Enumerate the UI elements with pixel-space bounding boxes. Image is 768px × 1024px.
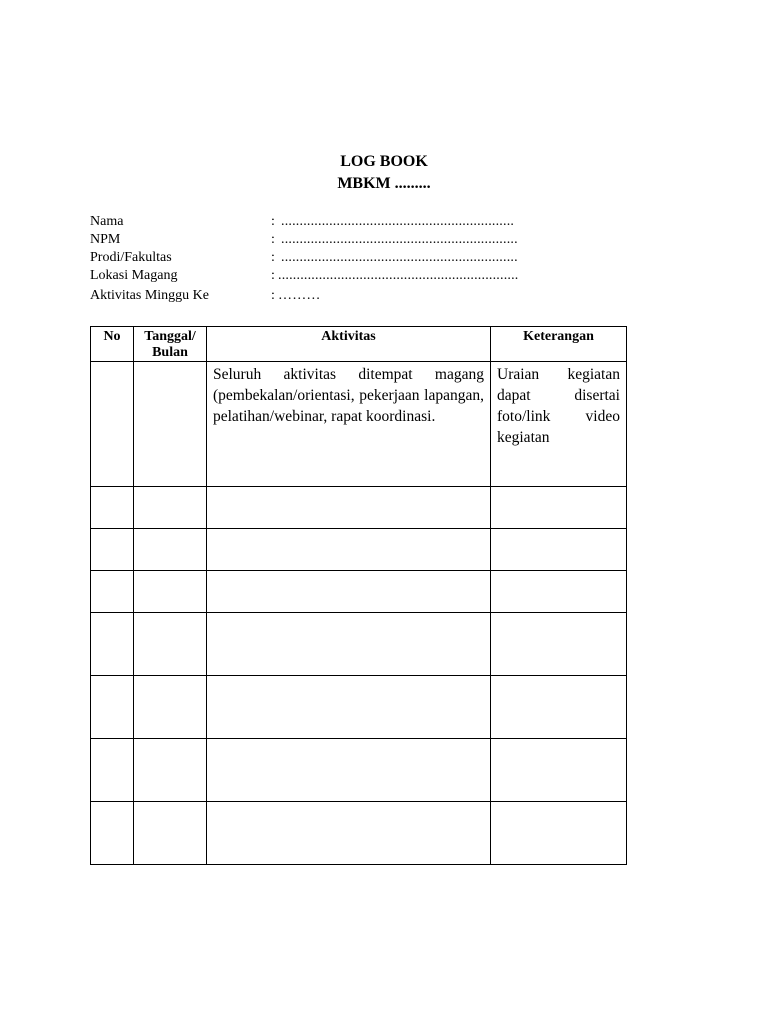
keterangan-example-text: Uraian kegiatan dapat disertai foto/link video kegiatan	[497, 366, 620, 446]
cell-no	[91, 613, 134, 676]
cell-no	[91, 362, 134, 487]
info-value-blank: .................................................................	[278, 268, 519, 283]
document-subtitle: MBKM .........	[337, 175, 431, 192]
info-label: NPM	[90, 232, 121, 247]
cell-no	[91, 802, 134, 865]
cell-tanggal	[134, 613, 207, 676]
cell-aktivitas	[207, 802, 491, 865]
cell-no	[91, 676, 134, 739]
aktivitas-example-text: Seluruh aktivitas ditempat magang (pembekalan/orientasi, pekerjaan lapangan, pelatihan/webinar, rapat koordinasi.	[213, 366, 484, 425]
cell-tanggal	[134, 362, 207, 487]
cell-keterangan	[491, 487, 627, 529]
table-row	[91, 571, 627, 613]
cell-no	[91, 529, 134, 571]
info-label: Nama	[90, 214, 124, 229]
cell-no	[91, 487, 134, 529]
cell-no	[91, 571, 134, 613]
cell-aktivitas	[207, 613, 491, 676]
cell-keterangan	[491, 739, 627, 802]
cell-aktivitas	[207, 529, 491, 571]
table-header-row	[91, 327, 627, 362]
info-separator: :	[271, 268, 275, 283]
info-separator: :	[271, 250, 275, 265]
info-separator: :	[271, 232, 275, 247]
cell-aktivitas	[207, 676, 491, 739]
cell-aktivitas	[207, 487, 491, 529]
cell-keterangan	[491, 676, 627, 739]
column-header-no: No	[91, 327, 134, 362]
info-label: Lokasi Magang	[90, 268, 178, 283]
cell-keterangan	[491, 529, 627, 571]
cell-tanggal	[134, 739, 207, 802]
cell-keterangan	[491, 571, 627, 613]
info-label: Prodi/Fakultas	[90, 250, 172, 265]
table-row	[91, 739, 627, 802]
document-title: LOG BOOK	[340, 153, 428, 170]
cell-tanggal	[134, 802, 207, 865]
cell-tanggal	[134, 571, 207, 613]
cell-tanggal	[134, 487, 207, 529]
cell-tanggal	[134, 676, 207, 739]
info-separator: :	[271, 288, 275, 303]
info-value-blank: ………	[278, 288, 321, 303]
info-separator: :	[271, 214, 275, 229]
cell-aktivitas	[207, 571, 491, 613]
column-header-aktivitas: Aktivitas	[207, 327, 491, 362]
table-row	[91, 613, 627, 676]
column-header-tanggal-bulan: Tanggal/ Bulan	[134, 327, 207, 362]
table-row	[91, 362, 627, 487]
table-row	[91, 676, 627, 739]
table-row	[91, 487, 627, 529]
info-value-blank: ................................................................	[281, 232, 518, 247]
info-value-blank: ................................................................	[281, 250, 518, 265]
logbook-table	[90, 326, 627, 865]
cell-keterangan	[491, 802, 627, 865]
cell-tanggal	[134, 529, 207, 571]
column-header-keterangan: Keterangan	[491, 327, 627, 362]
cell-no	[91, 739, 134, 802]
info-label: Aktivitas Minggu Ke	[90, 288, 209, 303]
cell-keterangan	[491, 613, 627, 676]
cell-aktivitas	[207, 362, 491, 487]
cell-aktivitas	[207, 739, 491, 802]
table-row	[91, 529, 627, 571]
info-value-blank: ...............................................................	[281, 214, 515, 229]
cell-keterangan	[491, 362, 627, 487]
table-row	[91, 802, 627, 865]
